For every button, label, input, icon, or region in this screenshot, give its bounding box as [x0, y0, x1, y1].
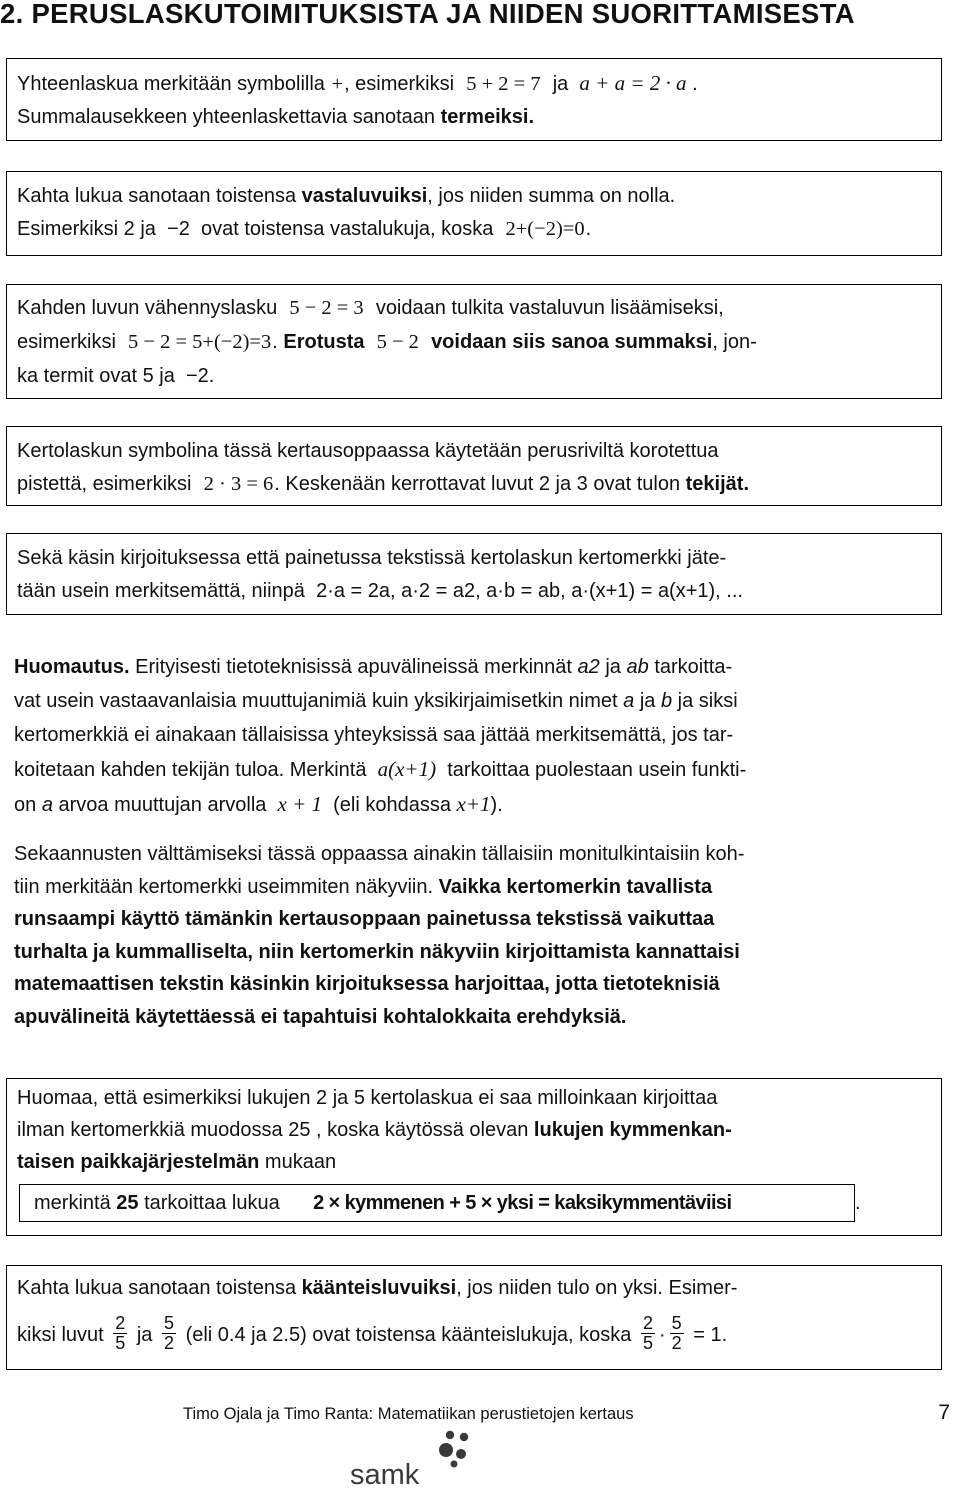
math-expression: 5 − 2 = 5+(−2)=3	[128, 331, 272, 353]
math-expression: a(x+1)	[377, 757, 437, 781]
definition-box-addition	[6, 58, 942, 141]
paragraph: Yhteenlaskua merkitään symbolilla +, esimerkiksi 5 + 2 = 7 ja a + a = 2 · a .	[17, 71, 698, 95]
confusion-paragraph: Sekaannusten välttämiseksi tässä oppaassa ainakin tällaisiin monitulkintaisiin koh- tiin merkitään kertomerkki useimmiten näkyviin. Vaikka kertomerkin tavallista runsaampi käyttö tämänkin kertausoppaan painetussa tekstissä vaikuttaa turhalta ja kummalliselta, niin kertomerkin näkyviin kirjoittamista kannattaisi matemaattisen tekstin käsinkin kirjoituksessa harjoittaa, jotta tietoteknisiä apuvälineitä käytettäessä ei tapahtuisi kohtalokkaita erehdyksiä.	[14, 843, 745, 1028]
math-expression: x + 1	[277, 792, 323, 816]
definition-box-implicit-multiplication	[6, 533, 942, 615]
paragraph: tään usein merkitsemättä, niinpä 2·a = 2a, a·2 = a2, a·b = ab, a·(x+1) = a(x+1), ...	[17, 580, 743, 602]
definition-box-opposite-numbers	[6, 171, 942, 256]
fraction: $\frac{5}{2}$	[163, 1313, 174, 1354]
math-expression: a + a = 2 · a	[579, 71, 687, 95]
paragraph: pistettä, esimerkiksi 2 · 3 = 6. Keskenään kerrottavat luvut 2 ja 3 ovat tulon tekijät.	[17, 473, 749, 495]
math-expression: 2·a = 2a, a·2 = a2, a·b = ab, a·(x+1) = a(x+1), ...	[316, 580, 743, 602]
samk-logo-icon	[348, 1428, 478, 1488]
fraction: $\frac{5}{2}$	[671, 1313, 682, 1354]
math-expression: 2 · 3 = 6	[203, 473, 274, 495]
logo-wordmark: samk	[350, 1459, 420, 1488]
definition-box-place-value	[6, 1078, 942, 1236]
paragraph: taisen paikkajärjestelmän mukaan	[17, 1151, 337, 1173]
paragraph: ka termit ovat 5 ja −2.	[17, 365, 215, 387]
definition-box-subtraction	[6, 284, 942, 399]
notation-example-box: merkintä 25 tarkoittaa lukua 2 × kymmenen + 5 × yksi = kaksikymmentäviisi .	[7, 1178, 941, 1222]
samk-logo	[348, 1428, 478, 1488]
page-number: 7	[938, 1401, 950, 1424]
paragraph: Kahden luvun vähennyslasku 5 − 2 = 3 voidaan tulkita vastaluvun lisäämiseksi,	[17, 297, 724, 319]
paragraph: Summalausekkeen yhteenlaskettavia sanotaan termeiksi.	[17, 106, 534, 128]
paragraph: kiksi luvut $\frac{2}{5}$ ja $\frac{5}{2}$ (eli 0.4 ja 2.5) ovat toistensa käänteislukuja, koska $\frac{2}{5}$ · $\frac{5}{2}$ = 1.	[17, 1313, 728, 1354]
definition-box-reciprocals	[6, 1265, 942, 1370]
paragraph: ilman kertomerkkiä muodossa 25 , koska käytössä olevan lukujen kymmenkan-	[17, 1119, 732, 1141]
paragraph: Kahta lukua sanotaan toistensa vastaluvuiksi, jos niiden summa on nolla.	[17, 185, 676, 207]
footer-credit: Timo Ojala ja Timo Ranta: Matematiikan perustietojen kertaus	[183, 1405, 634, 1423]
fraction: $\frac{2}{5}$	[642, 1313, 653, 1354]
paragraph: Kertolaskun symbolina tässä kertausoppaassa käytetään perusriviltä korotettua	[17, 440, 719, 462]
paragraph: esimerkiksi 5 − 2 = 5+(−2)=3. Erotusta 5 − 2 voidaan siis sanoa summaksi, jon-	[17, 331, 757, 353]
paragraph: Huomaa, että esimerkiksi lukujen 2 ja 5 kertolaskua ei saa milloinkaan kirjoittaa	[17, 1087, 718, 1109]
math-expression: 5 − 2 = 3	[289, 297, 364, 319]
fraction: $\frac{2}{5}$	[115, 1313, 126, 1354]
math-expression: x+1	[456, 792, 491, 816]
paragraph: Esimerkiksi 2 ja −2 ovat toistensa vastalukuja, koska 2+(−2)=0.	[17, 218, 592, 240]
definition-box-multiplication	[6, 426, 942, 506]
paragraph: Sekä käsin kirjoituksessa että painetussa tekstissä kertolaskun kertomerkki jäte-	[17, 547, 727, 569]
remark-paragraph: Huomautus. Erityisesti tietoteknisissä apuvälineissä merkinnät a2 ja ab tarkoitta- vat usein vastaavanlaisia muuttujanimiä kuin yksikirjaimisetkin nimet a ja b ja siksi kertomerkkiä ei ainakaan tällaisissa yhteyksissä saa jättää merkitsemättä, jos tar- koitetaan kahden tekijän tuloa. Merkintä a(x+1) tarkoittaa puolestaan usein funkti- on a arvoa muuttujan arvolla x + 1 (eli kohdassa x+1).	[14, 656, 747, 816]
page-title: 2. PERUSLASKUTOIMITUKSISTA JA NIIDEN SUORITTAMISESTA	[0, 0, 855, 29]
math-expression: 5 − 2	[376, 331, 419, 353]
math-expression: 5 + 2 = 7	[466, 73, 541, 95]
paragraph: Kahta lukua sanotaan toistensa käänteisluvuiksi, jos niiden tulo on yksi. Esimer-	[17, 1277, 738, 1299]
math-expression: 2+(−2)=0	[505, 218, 585, 240]
